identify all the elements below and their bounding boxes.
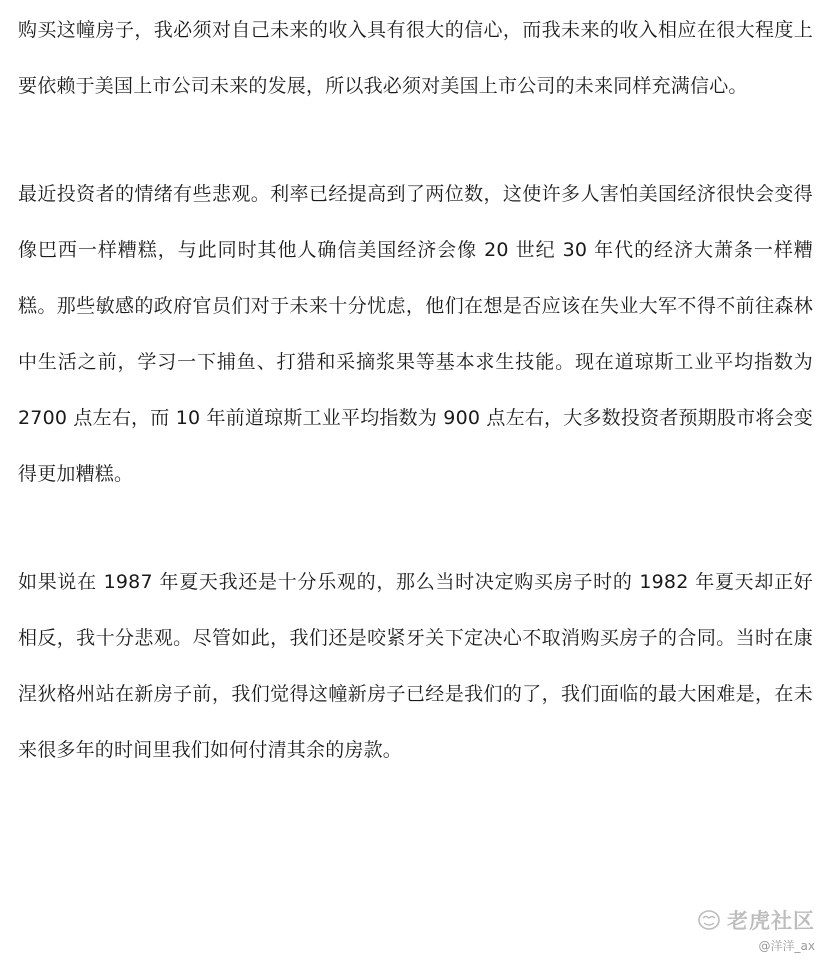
watermark-user: @洋洋_ax [758, 939, 815, 953]
tiger-logo-icon [697, 909, 721, 931]
article-body [18, 0, 813, 778]
paragraph-3: 如果说在 1987 年夏天我还是十分乐观的，那么当时决定购买房子时的 1982 年夏天却正好相反，我十分悲观。尽管如此，我们还是咬紧牙关下定决心不取消购买房子的合同。当时在康涅狄格州站在新房子前，我们觉得这幢新房子已经是我们的了，我们面临的最大困难是，在未来很多年的时间里我们如何付清其余的房款。 [18, 571, 813, 761]
paragraph-1: 购买这幢房子，我必须对自己未来的收入具有很大的信心，而我未来的收入相应在很大程度上要依赖于美国上市公司未来的发展，所以我必须对美国上市公司的未来同样充满信心。 [18, 19, 813, 97]
watermark-brand: 老虎社区 [727, 909, 815, 933]
watermark [697, 905, 815, 954]
paragraph-2: 最近投资者的情绪有些悲观。利率已经提高到了两位数，这使许多人害怕美国经济很快会变得像巴西一样糟糕，与此同时其他人确信美国经济会像 20 世纪 30 年代的经济大萧条一样糟糕。那些敏感的政府官员们对于未来十分忧虑，他们在想是否应该在失业大军不得不前往森林中生活之前，学习一下捕鱼、打猎和采摘浆果等基本求生技能。现在道琼斯工业平均指数为 2700 点左右，而 10 年前道琼斯工业平均指数为 900 点左右，大多数投资者预期股市将会变得更加糟糕。 [18, 183, 813, 485]
